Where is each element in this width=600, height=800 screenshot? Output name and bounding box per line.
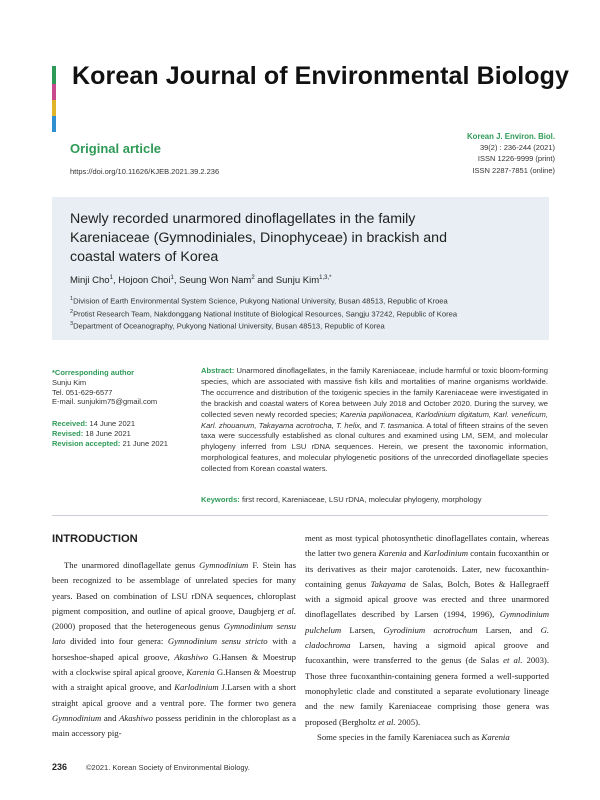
journal-abbreviation: Korean J. Environ. Biol.: [467, 132, 555, 141]
doi-link[interactable]: https://doi.org/10.11626/KJEB.2021.39.2.236: [70, 167, 220, 176]
author-sup: 1,3,*: [319, 275, 332, 281]
abstract-label: Abstract:: [201, 366, 235, 375]
color-bar-blue: [52, 116, 56, 132]
affiliation: $^1$Division of Earth Environmental System Science, Pukyong National University, Busan 48513, Republic of Kroea: [70, 296, 448, 306]
journal-color-bar: [52, 66, 56, 132]
color-bar-green: [52, 66, 56, 84]
copyright-notice: ©2021. Korean Society of Environmental Biology.: [86, 763, 250, 772]
received-date: Received: 14 June 2021: [52, 419, 135, 429]
author-name: Minji Cho: [70, 275, 110, 287]
color-bar-pink: [52, 84, 56, 100]
author-sup: 2: [251, 275, 255, 281]
page-number: 236: [52, 762, 68, 772]
article-sidebar: [52, 368, 192, 449]
article-type: Original article: [70, 141, 162, 156]
section-divider: [52, 515, 548, 516]
author-sup: 1: [170, 275, 174, 281]
keywords-label: Keywords:: [201, 495, 240, 504]
keywords: [201, 495, 548, 504]
journal-name: Korean Journal of Environmental Biology: [72, 62, 570, 90]
article-title: Newly recorded unarmored dinoflagellates in the family Kareniaceae (Gymnodiniales, Dinophyceae) in brackish and coastal waters of Korea: [70, 211, 447, 265]
color-bar-yellow: [52, 100, 56, 116]
affiliation: $^2$Protist Research Team, Nakdonggang National Institute of Biological Resources, Sangju 37242, Republic of Korea: [70, 308, 458, 319]
body-column-left: [52, 558, 296, 742]
affiliation: $^3$Department of Oceanography, Pukyong National University, Busan 48513, Republic of Korea: [70, 321, 385, 331]
accepted-date: Revision accepted: 21 June 2021: [52, 438, 168, 448]
corresponding-author-name: Sunju Kim: [52, 377, 87, 387]
issn-online: ISSN 2287-7851 (online): [472, 165, 555, 175]
author-sup: 1: [109, 275, 113, 281]
section-heading-introduction: INTRODUCTION: [52, 533, 138, 545]
paragraph: The unarmored dinoflagellate genus Gymnodinium F. Stein has been recognized to be assemblage of unrelated species for many years. Based on combination of LSU rDNA sequences, chloroplast pigment composition, and outline of apical groove, Daugbjerg et al. (2000) proposed that the heterogeneous genus Gymnodinium sensu lato divided into four genera: Gymnodinium sensu stricto with a horseshoe-shaped apical groove, Akashiwo G.Hansen & Moestrup with a clockwise spiral apical groove, Karenia G.Hansen & Moestrup with a straight apical groove, and Karlodinium J.Larsen with a short straight apical groove and a ventral pore. The former two genera Gymnodinium and Akashiwo possess peridinin in the chloroplast as a main accessory pig-: [52, 560, 297, 739]
author-list: Minji Cho$^1$, Hojoon Choi$^1$, Seung Won Nam$^2$ and Sunju Kim$^{1,3,*}$: [70, 275, 332, 287]
revised-date: Revised: 18 June 2021: [52, 428, 131, 438]
issn-print: ISSN 1226-9999 (print): [477, 154, 555, 164]
author-name: Seung Won Nam: [179, 275, 252, 287]
journal-info: [467, 131, 555, 176]
abstract: Abstract: Unarmored dinoflagellates, in the family Kareniaceae, include harmful or toxic bloom-forming species, which are associated with massive fish kills and mortalities of marine organisms worldwide. The occurrence and distribution of the toxigenic species in the family Kareniaceae were investigated in the brackish and coastal waters of Korea between July 2018 and October 2020. During the survey, we collected seven newly recorded species; Karenia papilionacea, Karlodinium digitatum, Karl. veneficum, Karl. zhouanum, Takayama acrotrocha, T. helix, and T. tasmanica. A total of fifteen strains of the seven taxa were successfully established as clonal cultures and examined using LM, SEM, and molecular phylogeny inferred from LSU rDNA sequences. Herein, we present the taxonomic information, morphological features, and molecular phylogenetic positions of the unrecorded dinoflagellate species collected from Korean coastal waters.: [201, 366, 548, 474]
affiliations: [70, 294, 457, 332]
article-dates: [52, 419, 192, 448]
author-name: Sunju Kim: [275, 275, 320, 287]
keywords-list: first record, Kareniaceae, LSU rDNA, molecular phylogeny, morphology: [241, 495, 482, 504]
corresponding-author-email[interactable]: E-mail. sunjukim75@gmail.com: [52, 397, 158, 407]
author-name: Hojoon Choi: [118, 275, 171, 287]
volume-pages: 39(2) : 236-244 (2021): [479, 143, 555, 153]
corresponding-author-tel: Tel. 051-629-6577: [52, 387, 113, 397]
paragraph: Some species in the family Kareniacea such as Karenia: [317, 731, 510, 742]
body-column-right: [305, 531, 549, 745]
paragraph: ment as most typical photosynthetic dinoflagellates contain, whereas the latter two genera Karenia and Karlodinium contain fucoxanthin or its derivatives as their major carotenoids. Later, new fucoxanthin-containing genus Takayama de Salas, Bolch, Botes & Hallegraeff with a sigmoid apical groove was erected and three unarmored dinoflagellates described by Larsen (1994, 1996), Gymnodinium pulchelum Larsen, Gyrodinium acrotrochum Larsen, and G. cladochroma Larsen, having a sigmoid apical groove and fucoxanthin, were transferred to the genus (de Salas et al. 2003). Those three fucoxanthin-containing genera formed a well-supported monophyletic clade and constituted a separate evolutionary lineage and the new family Kareniaceae comprising those genera was proposed (Bergholtz et al. 2005).: [305, 533, 550, 727]
corresponding-author-label: *Corresponding author: [52, 368, 135, 377]
